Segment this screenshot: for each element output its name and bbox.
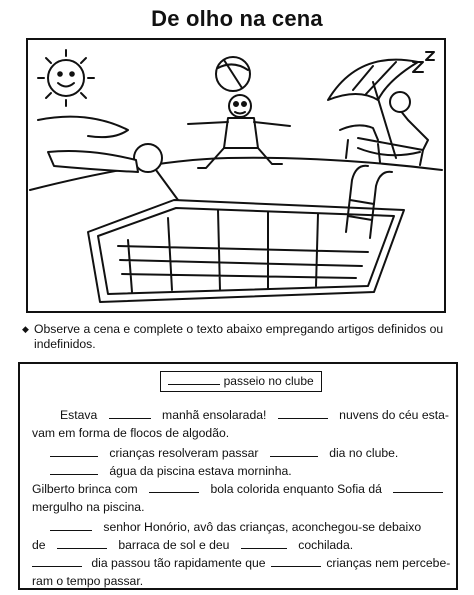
blank[interactable]: [32, 556, 82, 567]
line-text: manhã ensolarada!: [162, 408, 267, 422]
exercise-heading: [160, 371, 322, 392]
text-line-1: [60, 408, 449, 422]
line-text: barraca de sol e deu: [118, 538, 230, 552]
blank[interactable]: [149, 482, 199, 493]
line-text: crianças resolveram passar: [109, 446, 259, 460]
blank[interactable]: [393, 482, 443, 493]
blank[interactable]: [278, 408, 328, 419]
blank[interactable]: [50, 520, 92, 531]
text-line-6: [32, 500, 144, 514]
line-text: Estava: [60, 408, 98, 422]
line-text: bola colorida enquanto Sofia dá: [210, 482, 382, 496]
line-text: ram o tempo passar.: [32, 574, 144, 588]
sun-icon: [38, 50, 94, 106]
text-line-2: [32, 426, 229, 440]
sleeping-grandfather-figure: [340, 92, 428, 165]
line-text: Gilberto brinca com: [32, 482, 138, 496]
line-text: senhor Honório, avô das crianças, aconchegou-se debaixo: [103, 520, 422, 534]
blank[interactable]: [271, 556, 321, 567]
instruction: [22, 322, 462, 352]
line-text: mergulho na piscina.: [32, 500, 145, 514]
pool-scene-drawing: [28, 40, 444, 311]
blank[interactable]: [50, 446, 98, 457]
line-text: dia no clube.: [329, 446, 399, 460]
text-line-4: [50, 464, 292, 478]
line-text: cochilada.: [298, 538, 354, 552]
blank[interactable]: [168, 374, 220, 385]
swimming-pool-icon: [88, 200, 404, 302]
text-line-3: [50, 446, 398, 460]
text-line-5: [32, 482, 443, 496]
blank[interactable]: [109, 408, 151, 419]
bullet-icon: ◆: [22, 324, 29, 334]
boy-with-ball-figure: [188, 57, 290, 168]
exercise-panel: [18, 362, 458, 590]
text-line-8: [32, 538, 353, 552]
blank[interactable]: [57, 538, 107, 549]
text-line-7: [50, 520, 421, 534]
text-line-10: [32, 574, 143, 588]
heading-text: passeio no clube: [223, 374, 314, 388]
line-text: nuvens do céu esta-: [339, 408, 449, 422]
blank[interactable]: [241, 538, 287, 549]
line-text: de: [32, 538, 46, 552]
line-text: vam em forma de flocos de algodão.: [32, 426, 230, 440]
text-line-9: [32, 556, 450, 570]
pool-scene-illustration: [26, 38, 446, 313]
page-title: De olho na cena: [151, 6, 323, 31]
line-text: crianças nem percebe-: [326, 556, 451, 570]
instruction-text: Observe a cena e complete o texto abaixo empregando artigos definidos ou indefinidos.: [34, 322, 444, 351]
blank[interactable]: [50, 464, 98, 475]
blank[interactable]: [270, 446, 318, 457]
line-text: água da piscina estava morninha.: [109, 464, 292, 478]
line-text: dia passou tão rapidamente que: [91, 556, 266, 570]
